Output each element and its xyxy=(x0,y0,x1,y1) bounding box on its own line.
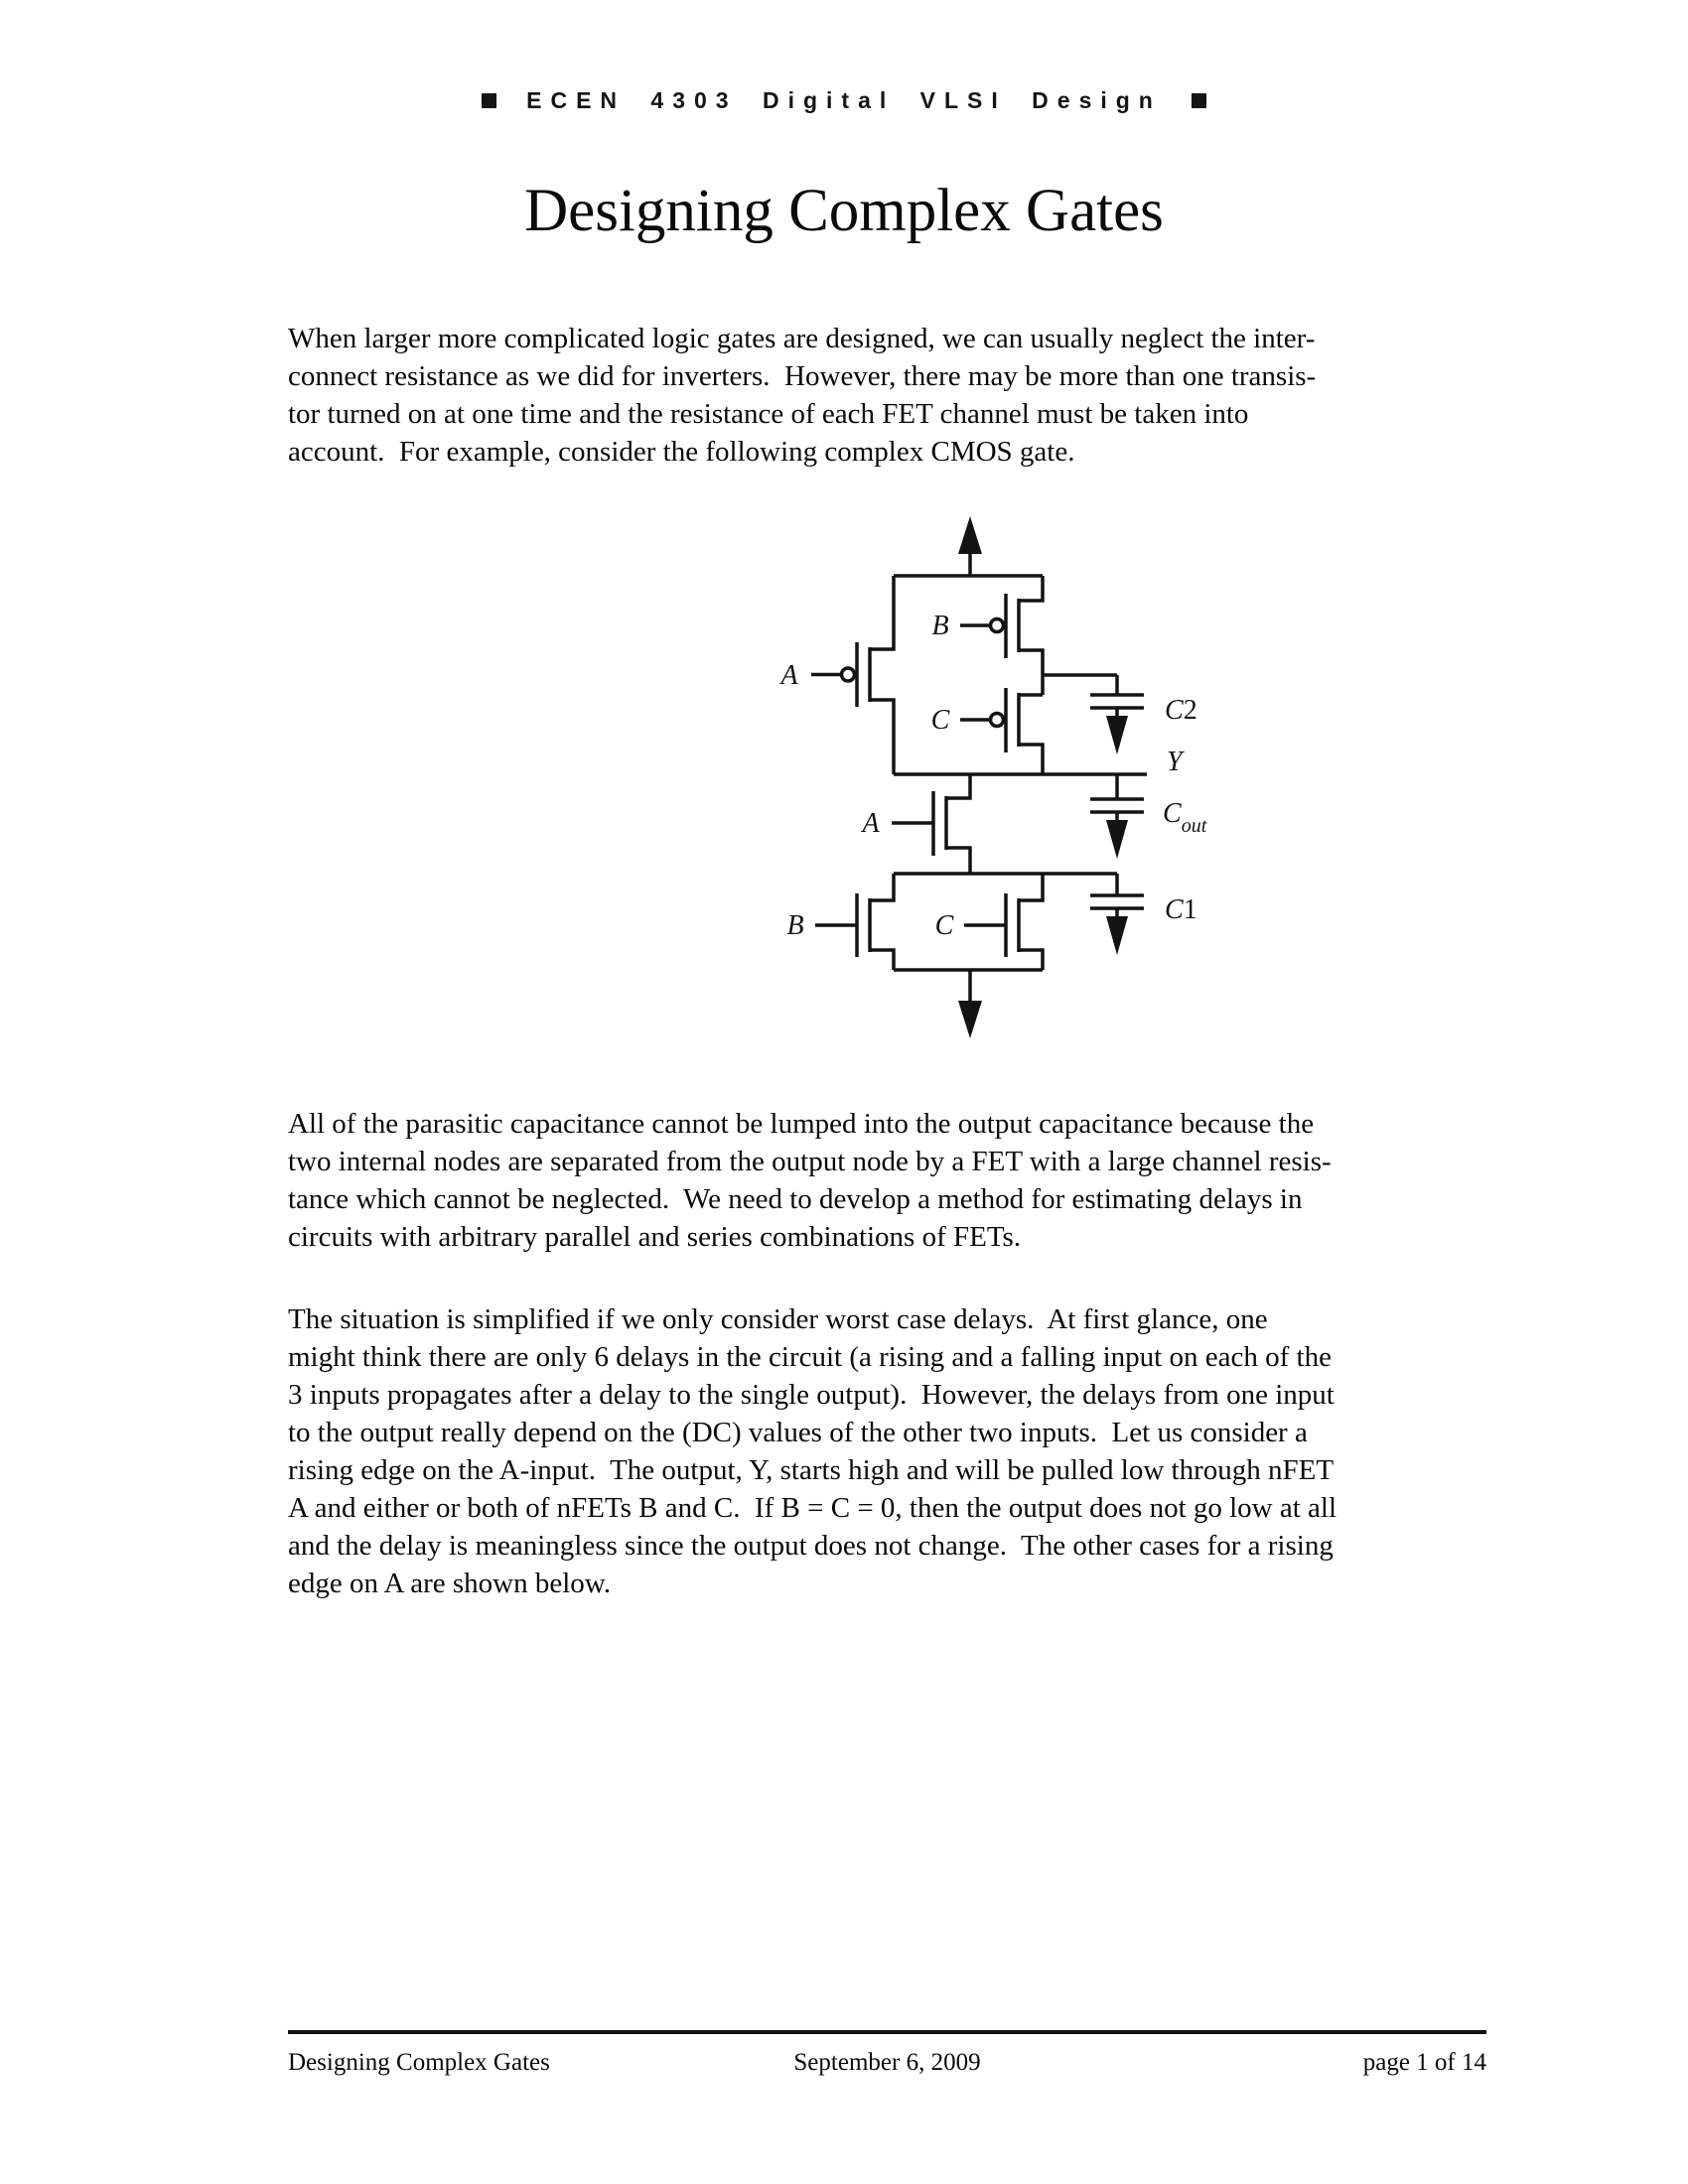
c2-number: 2 xyxy=(1183,695,1197,726)
text-line: two internal nodes are separated from the output node by a FET with a large channel resis- xyxy=(288,1146,1332,1177)
nfet-c xyxy=(935,874,1043,970)
ground-arrow-icon xyxy=(1106,916,1128,955)
footer-title: Designing Complex Gates xyxy=(288,2049,550,2076)
text-line: account. For example, consider the following complex CMOS gate. xyxy=(288,436,1075,468)
footer-date: September 6, 2009 xyxy=(793,2049,981,2076)
page-footer xyxy=(288,2049,1486,2077)
text-line: to the output really depend on the (DC) values of the other two inputs. Let us consider a xyxy=(288,1417,1308,1448)
text-line: A and either or both of nFETs B and C. If B = C = 0, then the output does not go low at all xyxy=(288,1492,1337,1524)
nfet-a xyxy=(860,774,970,874)
text-line: and the delay is meaningless since the output does not change. The other cases for a rising xyxy=(288,1530,1334,1562)
ground-arrow-icon xyxy=(1106,820,1128,859)
footer-page-number: page 1 of 14 xyxy=(1362,2049,1486,2076)
c2-symbol: C xyxy=(1165,695,1184,726)
course-header-text: ECEN 4303 Digital VLSI Design xyxy=(526,87,1162,113)
text-line: tance which cannot be neglected. We need to develop a method for estimating delays in xyxy=(288,1183,1303,1215)
paragraph-intro xyxy=(288,320,1486,471)
pfet-b-label: B xyxy=(931,611,949,641)
text-column xyxy=(288,0,1486,2184)
pfet-bubble-icon xyxy=(991,619,1004,632)
text-line: tor turned on at one time and the resistance of each FET channel must be taken into xyxy=(288,398,1249,430)
capacitor-c2 xyxy=(1090,675,1197,754)
cmos-gate-schematic xyxy=(750,508,1266,1064)
capacitor-c1 xyxy=(1090,874,1197,955)
nfet-a-label: A xyxy=(862,808,880,839)
capacitor-cout xyxy=(1090,774,1207,859)
pfet-c-label: C xyxy=(930,705,950,736)
pfet-a-label: A xyxy=(780,660,798,691)
pfet-a xyxy=(778,576,894,774)
nfet-c-label: C xyxy=(934,910,954,941)
c1-symbol: C xyxy=(1165,894,1184,925)
text-line: All of the parasitic capacitance cannot be lumped into the output capacitance because the xyxy=(288,1108,1315,1140)
pfet-b xyxy=(931,576,1043,695)
vdd-arrow-icon xyxy=(958,516,982,576)
cout-label xyxy=(1163,798,1207,837)
text-line: 3 inputs propagates after a delay to the single output). However, the delays from one input xyxy=(288,1379,1335,1411)
cout-symbol: C xyxy=(1163,798,1182,829)
vss-arrow-icon xyxy=(958,970,982,1038)
c1-number: 1 xyxy=(1183,894,1197,925)
cout-subscript: out xyxy=(1181,815,1207,837)
text-line: rising edge on the A-input. The output, Y, starts high and will be pulled low through nFET xyxy=(288,1454,1335,1486)
text-line: might think there are only 6 delays in the circuit (a rising and a falling input on each of the xyxy=(288,1341,1332,1373)
output-y-label: Y xyxy=(1167,747,1183,777)
nfet-b-label: B xyxy=(786,910,804,941)
text-line: connect resistance as we did for inverters. However, there may be more than one transis- xyxy=(288,360,1317,392)
pfet-bubble-icon xyxy=(842,668,855,681)
c2-label xyxy=(1165,695,1197,726)
ground-arrow-icon xyxy=(1106,716,1128,754)
text-line: edge on A are shown below. xyxy=(288,1568,612,1599)
page-title: Designing Complex Gates xyxy=(524,178,1164,244)
text-line: circuits with arbitrary parallel and series combinations of FETs. xyxy=(288,1221,1022,1253)
nfet-b xyxy=(786,874,894,970)
text-line: The situation is simplified if we only consider worst case delays. At first glance, one xyxy=(288,1303,1268,1335)
pfet-c xyxy=(931,688,1043,774)
paragraph-worst-case xyxy=(288,1300,1486,1602)
footer-rule xyxy=(288,2030,1486,2034)
text-line: When larger more complicated logic gates are designed, we can usually neglect the inter- xyxy=(288,323,1316,354)
pfet-bubble-icon xyxy=(991,714,1004,727)
c1-label xyxy=(1165,894,1197,925)
paragraph-parasitic xyxy=(288,1105,1486,1256)
